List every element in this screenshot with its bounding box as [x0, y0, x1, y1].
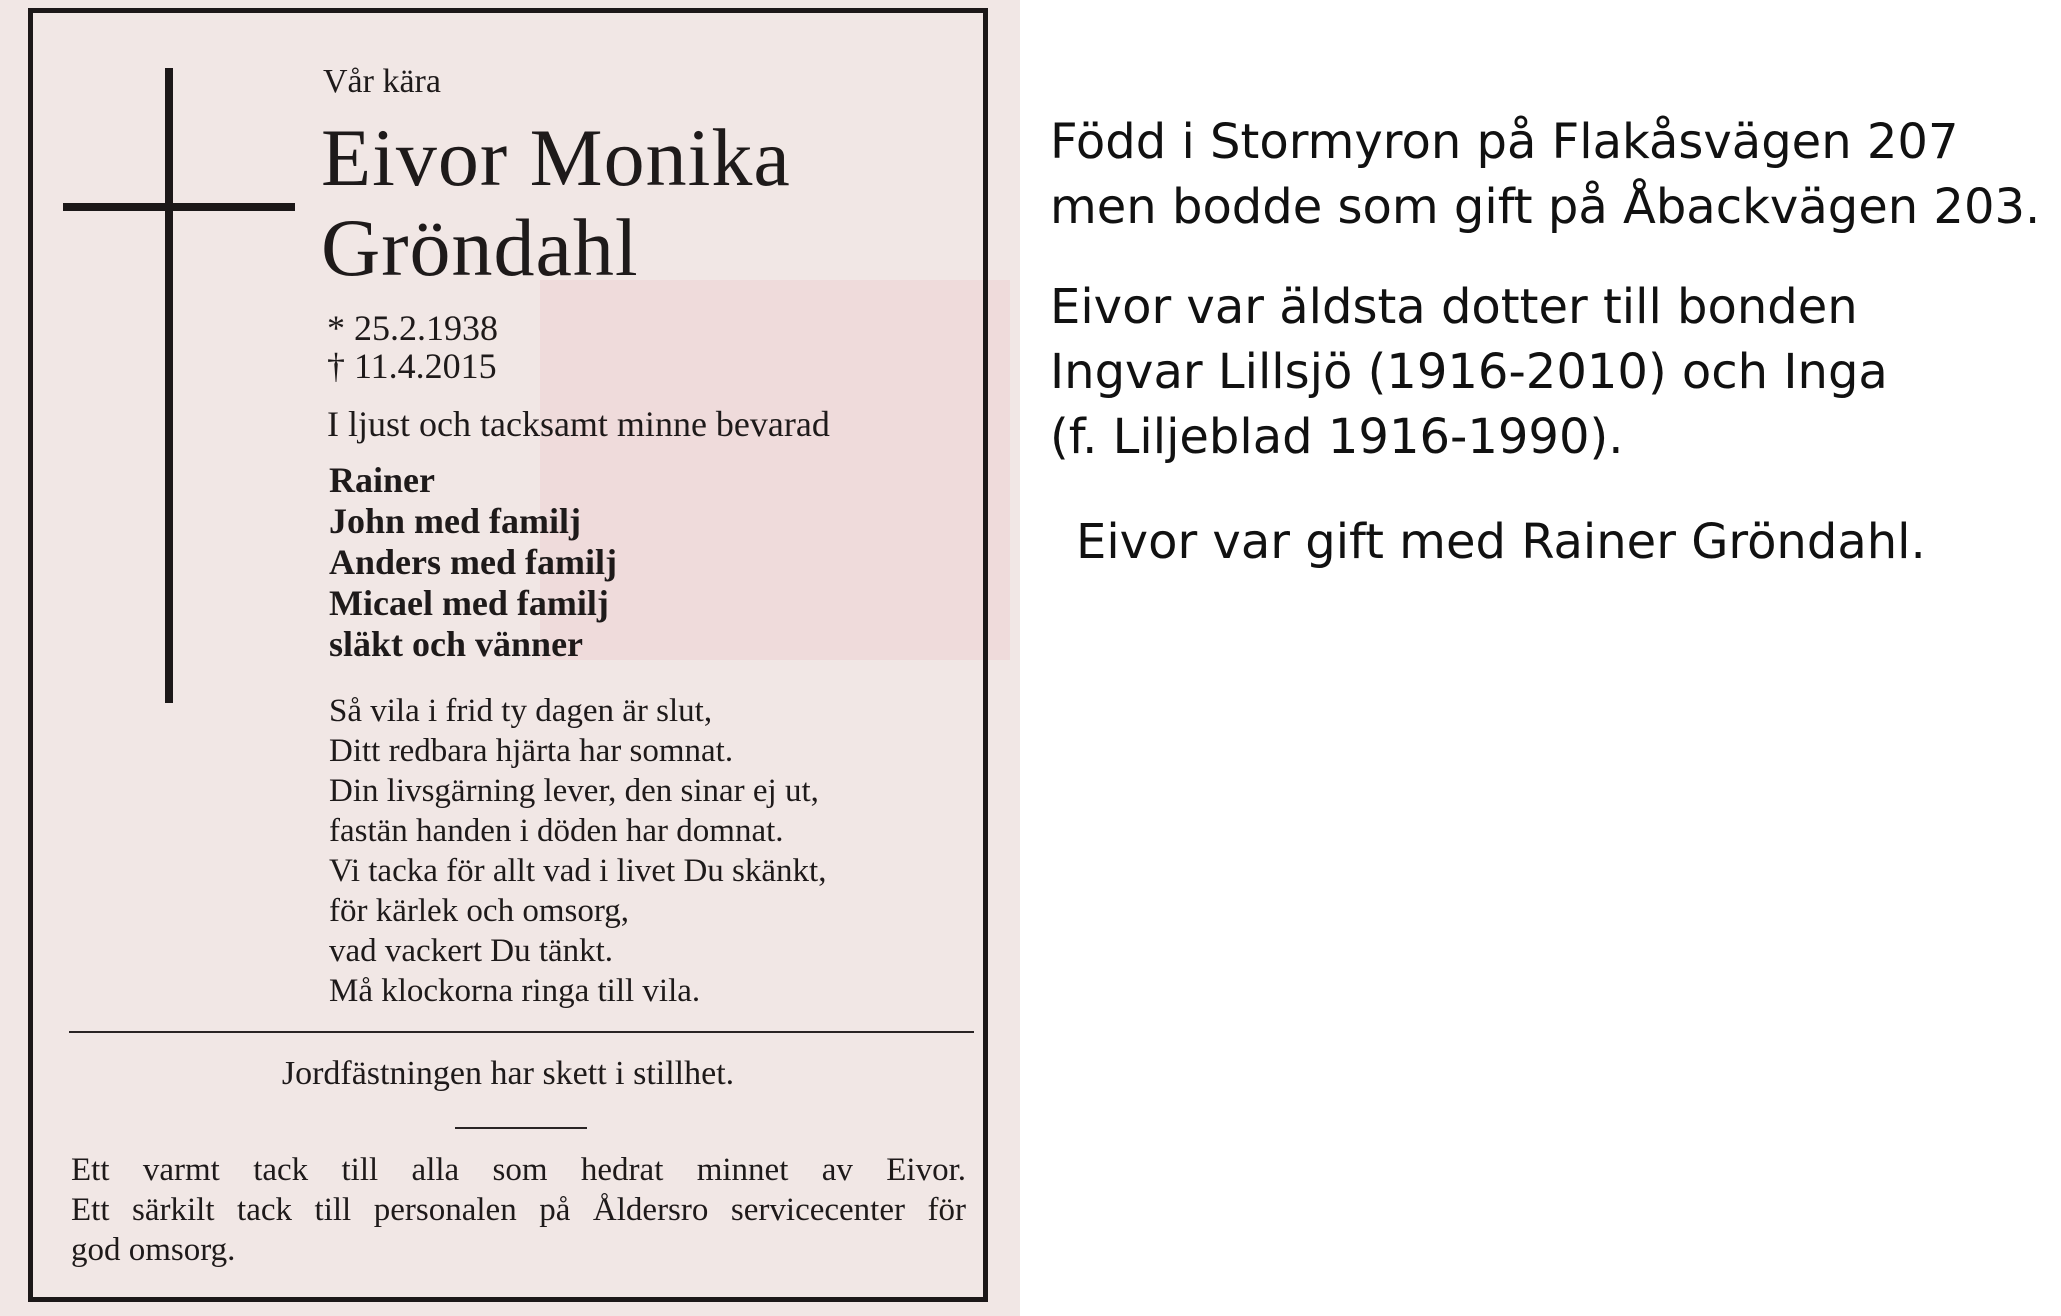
divider-long — [69, 1031, 974, 1033]
deceased-name-line1: Eivor Monika — [321, 112, 791, 203]
life-dates — [327, 309, 498, 385]
mourner: Rainer — [329, 460, 435, 500]
cross-icon-horizontal — [63, 203, 295, 211]
death-date: † 11.4.2015 — [327, 346, 497, 386]
birth-date: * 25.2.1938 — [327, 308, 498, 348]
info-line: (f. Liljeblad 1916-1990). — [1050, 409, 1624, 465]
info-line: Eivor var äldsta dotter till bonden — [1050, 279, 1858, 335]
mourner: släkt och vänner — [329, 624, 584, 664]
info-line: Eivor var gift med Rainer Gröndahl. — [1076, 514, 1926, 570]
mourner: Anders med familj — [329, 542, 617, 582]
burial-notice: Jordfästningen har skett i stillhet. — [281, 1055, 735, 1092]
obituary-notice — [28, 8, 988, 1302]
info-line: Född i Stormyron på Flakåsvägen 207 — [1050, 114, 1959, 170]
verse-line: Må klockorna ringa till vila. — [329, 973, 701, 1009]
info-line: men bodde som gift på Åbackvägen 203. — [1050, 179, 2041, 235]
divider-short — [455, 1127, 587, 1129]
thanks-line: Ett varmt tack till alla som hedrat minnet av Eivor. — [71, 1152, 966, 1188]
newspaper-clipping — [0, 0, 1020, 1316]
mourner: Micael med familj — [329, 583, 609, 623]
mourners-list — [329, 460, 617, 665]
info-paragraph-spouse — [1076, 510, 1926, 575]
verse-line: vad vackert Du tänkt. — [329, 933, 614, 969]
thanks-line: god omsorg. — [71, 1232, 236, 1268]
mourner: John med familj — [329, 501, 581, 541]
memorial-verse — [329, 691, 826, 1011]
deceased-name-line2: Gröndahl — [321, 202, 639, 293]
verse-line: Vi tacka för allt vad i livet Du skänkt, — [329, 853, 827, 889]
verse-line: Så vila i frid ty dagen är slut, — [329, 693, 713, 729]
cross-icon-vertical — [165, 68, 173, 703]
pre-name-text: Vår kära — [323, 63, 441, 100]
info-paragraph-parents — [1050, 275, 1888, 470]
verse-line: Din livsgärning lever, den sinar ej ut, — [329, 773, 819, 809]
info-paragraph-birthplace — [1050, 110, 2040, 240]
verse-line: fastän handen i döden har domnat. — [329, 813, 784, 849]
thanks-paragraph — [71, 1150, 966, 1270]
thanks-line: Ett särkilt tack till personalen på Åldersro servicecenter för — [71, 1192, 966, 1228]
verse-line: Ditt redbara hjärta har somnat. — [329, 733, 734, 769]
verse-line: för kärlek och omsorg, — [329, 893, 629, 929]
info-line: Ingvar Lillsjö (1916-2010) och Inga — [1050, 344, 1888, 400]
memory-line: I ljust och tacksamt minne bevarad — [327, 404, 830, 444]
